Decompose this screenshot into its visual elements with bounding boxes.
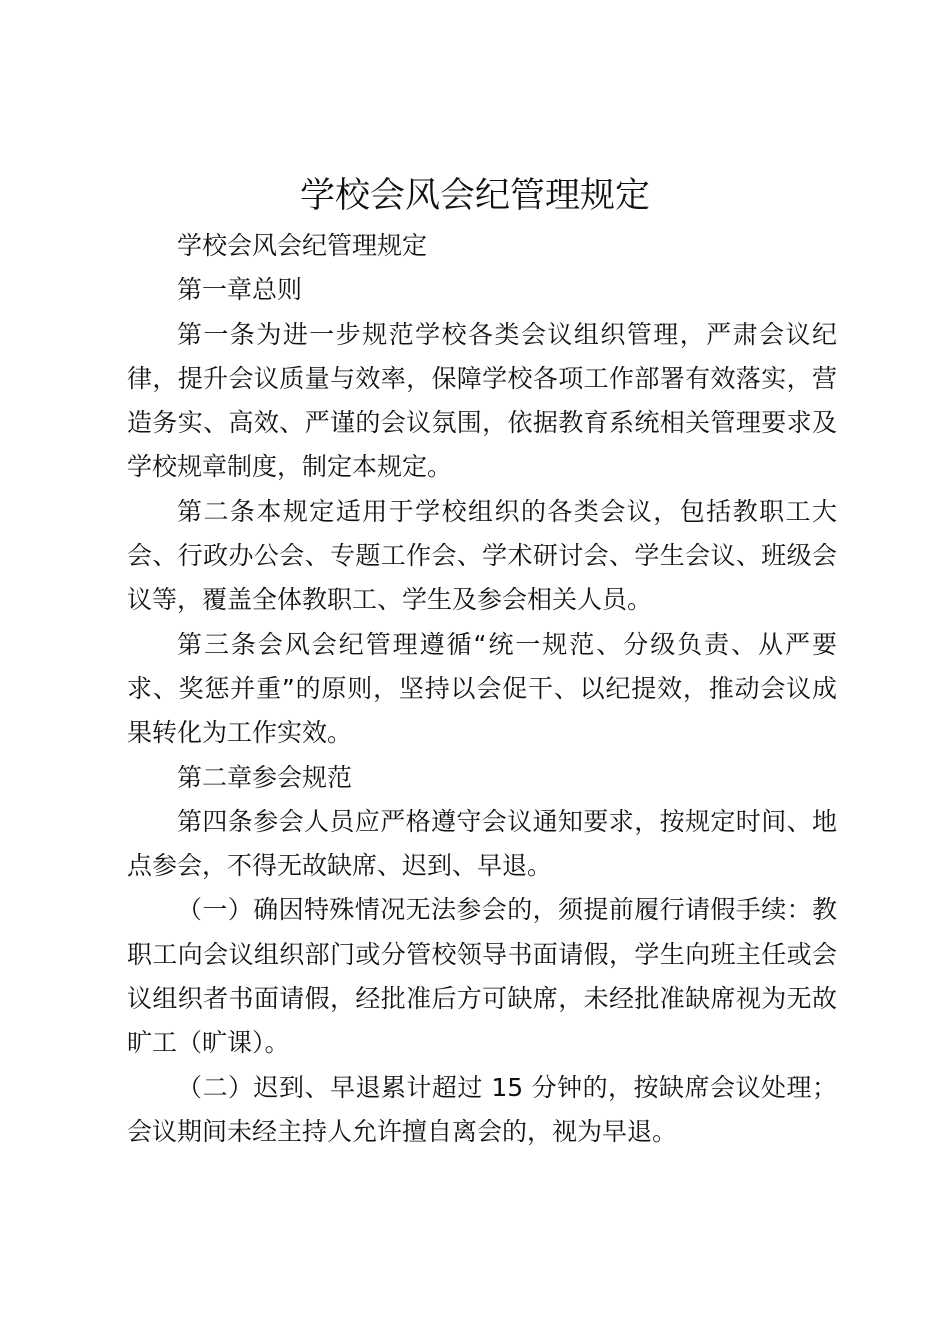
article-4-paragraph: 第四条参会人员应严格遵守会议通知要求，按规定时间、地点参会，不得无故缺席、迟到、早退。: [127, 806, 837, 881]
chapter-heading-2: 第二章参会规范: [177, 762, 353, 792]
article-3-paragraph: 第三条会风会纪管理遵循“统一规范、分级负责、从严要求、奖惩并重”的原则，坚持以会促干、以纪提效，推动会议成果转化为工作实效。: [127, 629, 837, 748]
document-title: 学校会风会纪管理规定: [299, 176, 650, 216]
article-1-paragraph: 第一条为进一步规范学校各类会议组织管理，严肃会议纪律，提升会议质量与效率，保障学校各项工作部署有效落实，营造务实、高效、严谨的会议氛围，依据教育系统相关管理要求及学校规章制度，制定本规定。: [127, 319, 837, 482]
article-4-item-1-paragraph: （一）确因特殊情况无法参会的，须提前履行请假手续：教职工向会议组织部门或分管校领导书面请假，学生向班主任或会议组织者书面请假，经批准后方可缺席，未经批准缺席视为无故旷工（旷课）。: [127, 895, 837, 1058]
article-2-paragraph: 第二条本规定适用于学校组织的各类会议，包括教职工大会、行政办公会、专题工作会、学术研讨会、学生会议、班级会议等，覆盖全体教职工、学生及参会相关人员。: [127, 496, 837, 615]
subtitle-paragraph: 学校会风会纪管理规定: [177, 231, 428, 260]
article-4-item-2-paragraph: （二）迟到、早退累计超过 15 分钟的，按缺席会议处理；会议期间未经主持人允许擅自离会的，视为早退。: [127, 1072, 837, 1146]
chapter-heading-1: 第一章总则: [177, 275, 303, 305]
document-body: [127, 224, 837, 1154]
